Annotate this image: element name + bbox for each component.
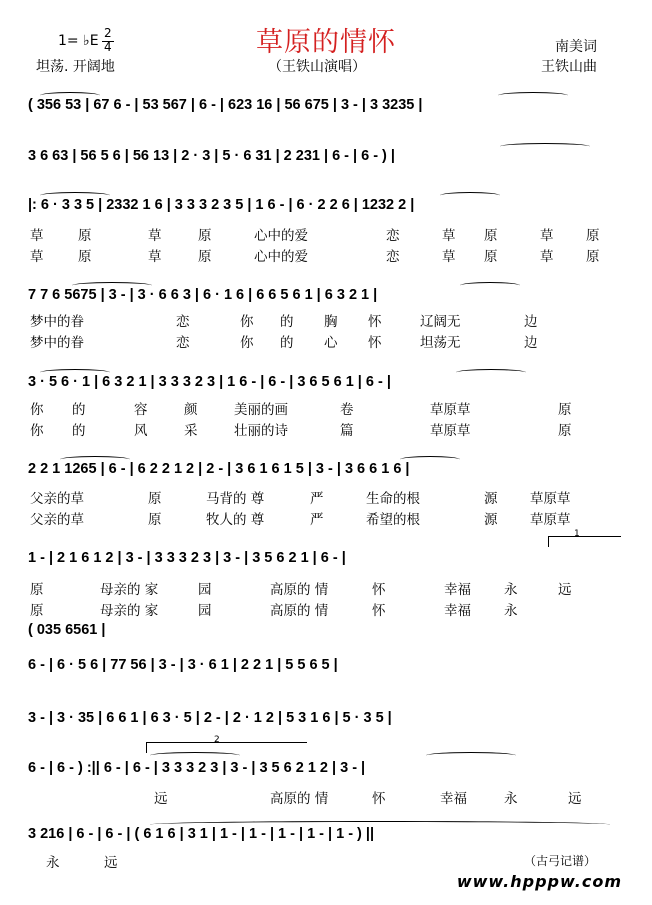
slur (150, 821, 610, 828)
meter-bottom: 4 (104, 40, 112, 54)
slur (500, 143, 590, 150)
lyricist: 南美词 (555, 39, 597, 55)
score-line-2: 3 6 63 | 56 5 6 | 56 13 | 2 · 3 | 5 · 6 31 | 2 231 | 6 - | 6 - ) | (28, 148, 395, 164)
slur (40, 369, 110, 376)
composer: 王铁山曲 (541, 59, 597, 75)
lyrics-line-5a: 你 的 容 颜 美丽的画 卷 草原草 原 (30, 402, 572, 418)
slur (460, 282, 520, 289)
score-line-5: 3 · 5 6 · 1 | 6 3 2 1 | 3 3 3 2 3 | 1 6 - | 6 - | 3 6 5 6 1 | 6 - | (28, 374, 391, 390)
lyrics-line-3b: 草 原 草 原 心中的爱 恋 草 原 草 原 (30, 249, 600, 265)
score-line-6: 2 2 1 1265 | 6 - | 6 2 2 1 2 | 2 - | 3 6 1 6 1 5 | 3 - | 3 6 6 1 6 | (28, 461, 410, 477)
score-line-7: 1 - | 2 1 6 1 2 | 3 - | 3 3 3 2 3 | 3 - | 3 5 6 2 1 | 6 - | (28, 550, 346, 566)
score-line-9: 6 - | 6 · 5 6 | 77 56 | 3 - | 3 · 6 1 | 2 2 1 | 5 5 6 5 | (28, 657, 338, 673)
slur (40, 92, 100, 99)
score-line-11: 6 - | 6 - ) :|| 6 - | 6 - | 3 3 3 2 3 | 3 - | 3 5 6 2 1 2 | 3 - | (28, 760, 366, 776)
site-watermark: www.hpppw.com (456, 872, 622, 891)
volta-bracket-1 (548, 536, 621, 547)
meter-top: 2 (104, 26, 112, 40)
score-line-3: |: 6 · 3 3 5 | 2332 1 6 | 3 3 3 2 3 5 | 1 6 - | 6 · 2 2 6 | 1232 2 | (28, 197, 415, 213)
expression-mark: 坦荡. 开阔地 (36, 59, 115, 75)
score-line-1: ( 356 53 | 67 6 - | 53 567 | 6 - | 623 16 | 56 675 | 3 - | 3 3235 | (28, 97, 423, 113)
score-line-12: 3 216 | 6 - | 6 - | ( 6 1 6 | 3 1 | 1 - | 1 - | 1 - | 1 - | 1 - ) || (28, 826, 375, 842)
slur (40, 192, 110, 199)
slur (60, 456, 130, 463)
slur (400, 456, 460, 463)
score-line-4: 7 7 6 5675 | 3 - | 3 · 6 6 3 | 6 · 1 6 | 6 6 5 6 1 | 6 3 2 1 | (28, 287, 378, 303)
lyrics-line-7b: 原 母亲的 家 园 高原的 情 怀 幸福 永 (30, 603, 518, 619)
lyrics-line-6a: 父亲的草 原 马背的 尊 严 生命的根 源 草原草 (30, 491, 571, 507)
lyrics-line-5b: 你 的 风 采 壮丽的诗 篇 草原草 原 (30, 423, 572, 439)
score-line-10: 3 - | 3 · 35 | 6 6 1 | 6 3 · 5 | 2 - | 2 · 1 2 | 5 3 1 6 | 5 · 3 5 | (28, 710, 392, 726)
score-line-8: ( 035 6561 | (28, 622, 106, 638)
lyrics-line-11: 远 高原的 情 怀 幸福 永 远 (154, 791, 582, 807)
lyrics-line-6b: 父亲的草 原 牧人的 尊 严 希望的根 源 草原草 (30, 512, 571, 528)
slur (456, 369, 526, 376)
volta-number-2: 2 (214, 735, 220, 745)
lyrics-line-12: 永 远 (46, 855, 118, 871)
slur (72, 282, 152, 289)
slur (150, 752, 240, 759)
slur (498, 92, 568, 99)
lyrics-line-4b: 梦中的眷 恋 你 的 心 怀 坦荡无 边 (30, 335, 538, 351)
lyrics-line-4a: 梦中的眷 恋 你 的 胸 怀 辽阔无 边 (30, 314, 538, 330)
lyrics-line-7a: 原 母亲的 家 园 高原的 情 怀 幸福 永 远 (30, 582, 572, 598)
key-signature: 1= ♭E (58, 33, 99, 49)
lyrics-line-3a: 草 原 草 原 心中的爱 恋 草 原 草 原 (30, 228, 600, 244)
transcriber-credit: （古弓记谱） (524, 854, 597, 868)
page-title: 草原的情怀 (256, 27, 396, 58)
performer: （王铁山演唱） (268, 59, 366, 75)
slur (440, 192, 500, 199)
slur (426, 752, 516, 759)
volta-bracket-2 (146, 742, 307, 753)
volta-number-1: 1 (574, 529, 580, 539)
